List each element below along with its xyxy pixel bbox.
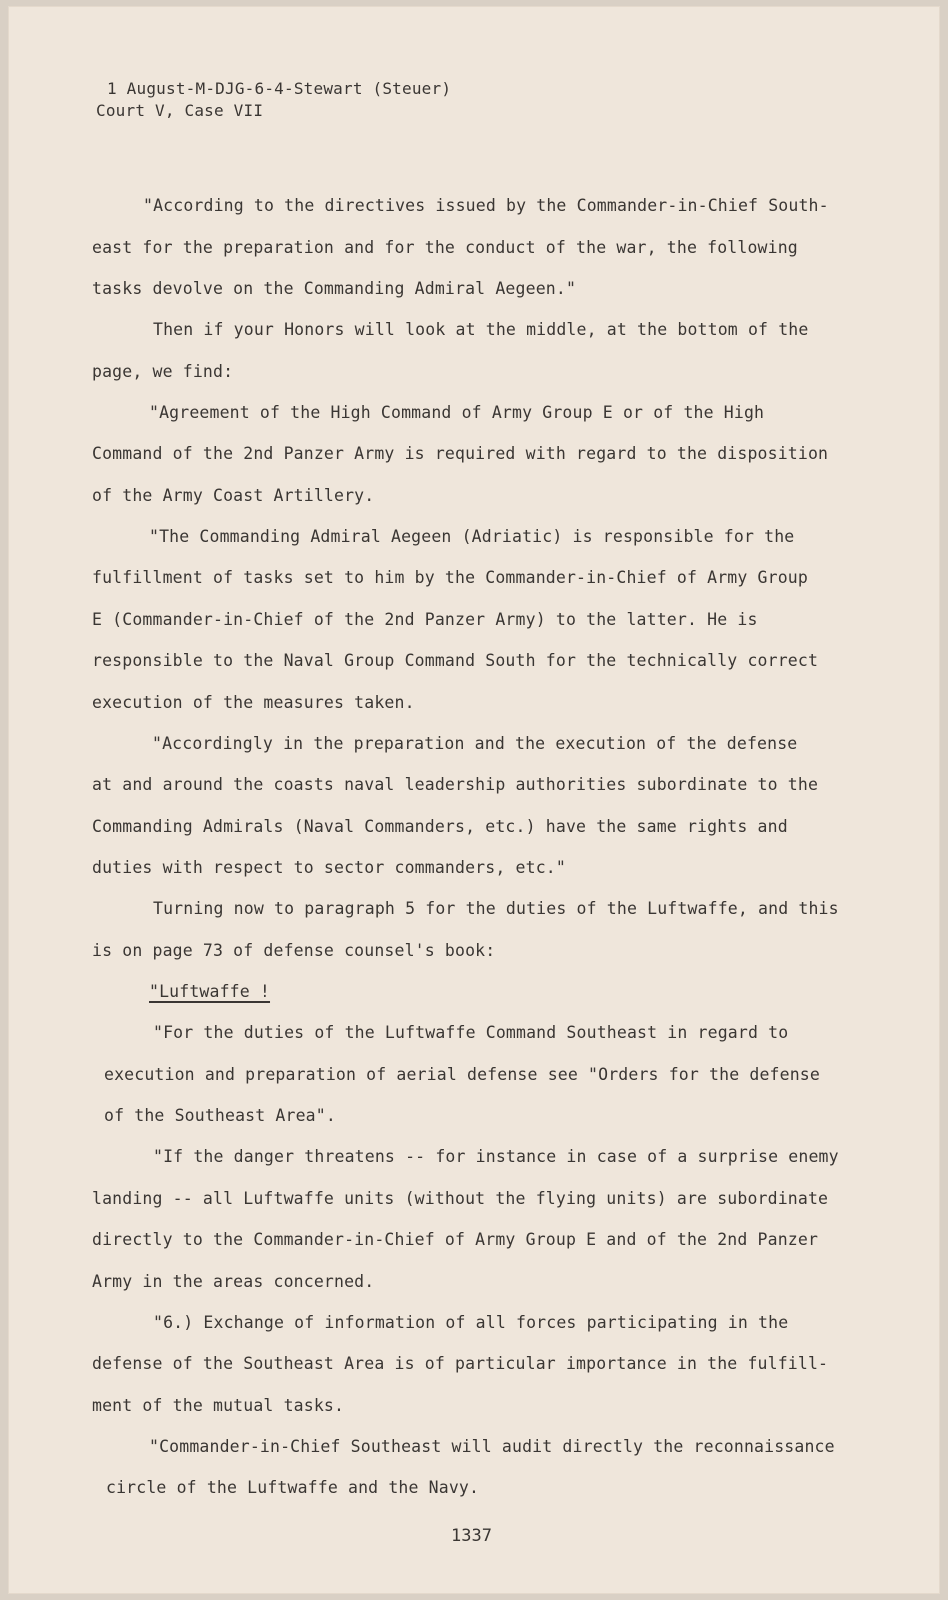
text-line: is on page 73 of defense counsel's book: [92, 941, 496, 960]
text-line: responsible to the Naval Group Command South for the technically correct [92, 651, 819, 670]
text-line: "Commander-in-Chief Southeast will audit directly the reconnaissance [149, 1437, 835, 1456]
text-line: landing -- all Luftwaffe units (without the flying units) are subordinate [92, 1189, 829, 1208]
text-line: fulfillment of tasks set to him by the Commander-in-Chief of Army Group [92, 568, 808, 587]
text-line: of the Army Coast Artillery. [92, 486, 375, 505]
text-line: execution of the measures taken. [92, 693, 415, 712]
text-line: at and around the coasts naval leadership authorities subordinate to the [92, 775, 819, 794]
text-line: "For the duties of the Luftwaffe Command Southeast in regard to [153, 1023, 789, 1042]
text-line: tasks devolve on the Commanding Admiral Aegeen." [92, 279, 577, 298]
text-line: "Accordingly in the preparation and the execution of the defense [152, 734, 798, 753]
text-line: defense of the Southeast Area is of particular importance in the fulfill- [92, 1354, 829, 1373]
text-line: Commanding Admirals (Naval Commanders, etc.) have the same rights and [92, 817, 788, 836]
text-line: duties with respect to sector commanders, etc." [92, 858, 566, 877]
text-line: circle of the Luftwaffe and the Navy. [106, 1478, 480, 1497]
section-heading-luftwaffe: "Luftwaffe ! [149, 982, 271, 1001]
text-line: directly to the Commander-in-Chief of Army Group E and of the 2nd Panzer [92, 1230, 819, 1249]
text-line: east for the preparation and for the conduct of the war, the following [92, 238, 798, 257]
header-court-line: Court V, Case VII [96, 101, 264, 120]
text-line: "The Commanding Admiral Aegeen (Adriatic) is responsible for the [149, 527, 795, 546]
text-line: "According to the directives issued by the Commander-in-Chief South- [143, 196, 829, 215]
text-line: page, we find: [92, 362, 234, 381]
text-line: of the Southeast Area". [104, 1106, 336, 1125]
text-line: Then if your Honors will look at the middle, at the bottom of the [153, 320, 809, 339]
text-line: execution and preparation of aerial defense see "Orders for the defense [104, 1065, 820, 1084]
text-line: E (Commander-in-Chief of the 2nd Panzer Army) to the latter. He is [92, 610, 758, 629]
page-number: 1337 [451, 1526, 492, 1546]
text-line: "If the danger threatens -- for instance in case of a surprise enemy [153, 1147, 839, 1166]
document-header [96, 78, 451, 122]
text-line: Army in the areas concerned. [92, 1272, 375, 1291]
text-line: "6.) Exchange of information of all forces participating in the [153, 1313, 789, 1332]
text-line: "Agreement of the High Command of Army Group E or of the High [149, 403, 765, 422]
text-line: Command of the 2nd Panzer Army is required with regard to the disposition [92, 444, 829, 463]
text-line: ment of the mutual tasks. [92, 1396, 345, 1415]
header-reference-line: 1 August-M-DJG-6-4-Stewart (Steuer) [107, 79, 452, 98]
document-page [8, 6, 940, 1594]
text-line: Turning now to paragraph 5 for the duties of the Luftwaffe, and this [153, 899, 839, 918]
